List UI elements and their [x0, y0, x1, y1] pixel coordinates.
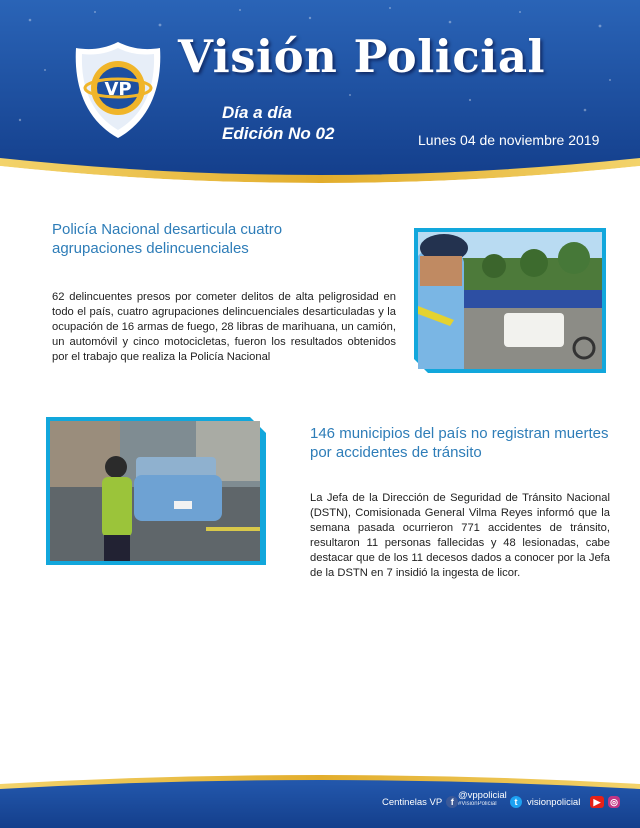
issue-date: Lunes 04 de noviembre 2019: [418, 132, 600, 148]
edition-label: Edición No 02: [222, 124, 335, 143]
twitter-link[interactable]: [510, 796, 580, 808]
twitter-handle-link[interactable]: [458, 790, 507, 807]
facebook-icon: f: [446, 796, 458, 808]
article-2-title[interactable]: 146 municipios del país no registran muertes por accidentes de tránsito: [310, 425, 609, 461]
vp-shield-logo: [74, 40, 162, 140]
logo-text: VP: [104, 79, 132, 100]
facebook-link[interactable]: [382, 796, 458, 808]
youtube-channel-label: visionpolicial: [527, 796, 581, 808]
facebook-label: Centinelas VP: [382, 796, 443, 808]
article-1-photo[interactable]: [414, 228, 606, 373]
twitter-handle-label: @vppolicial: [458, 790, 507, 801]
article-1-body: 62 delincuentes presos por cometer delitos de alta peligrosidad en todo el país, cuatro agrupaciones delincuenciales desarticuladas y la ocupación de 16 armas de fuego, 28 libras de marihuana, un camión, un automóvil y cinco motocicletas, fueron los resultados obtenidos por el trabajo que realiza la Policía Nacional: [52, 291, 396, 363]
instagram-icon[interactable]: ◎: [608, 796, 620, 808]
article-2-body: La Jefa de la Dirección de Seguridad de Tránsito Nacional (DSTN), Comisionada General Vilma Reyes informó que la semana pasada ocurrieron 771 accidentes de tránsito, resultaron 11 personas fallecidas y 48 lesionadas, cabe destacar que de los 11 decesos dados a conocer por la Jefa de la DSTN en 7 insidió la ingesta de licor.: [310, 492, 610, 579]
masthead: [0, 0, 640, 185]
article-2-photo[interactable]: [46, 417, 266, 565]
publication-title: Visión Policial: [178, 30, 546, 83]
hashtag-label: #VisionPolicial: [458, 801, 497, 807]
article-1-title[interactable]: Policía Nacional desarticula cuatro agrupaciones delincuenciales: [52, 221, 283, 257]
youtube-icon[interactable]: ▶: [590, 796, 604, 808]
media-icons: [586, 796, 620, 808]
section-label: Día a día: [222, 103, 292, 122]
twitter-icon: t: [510, 796, 522, 808]
